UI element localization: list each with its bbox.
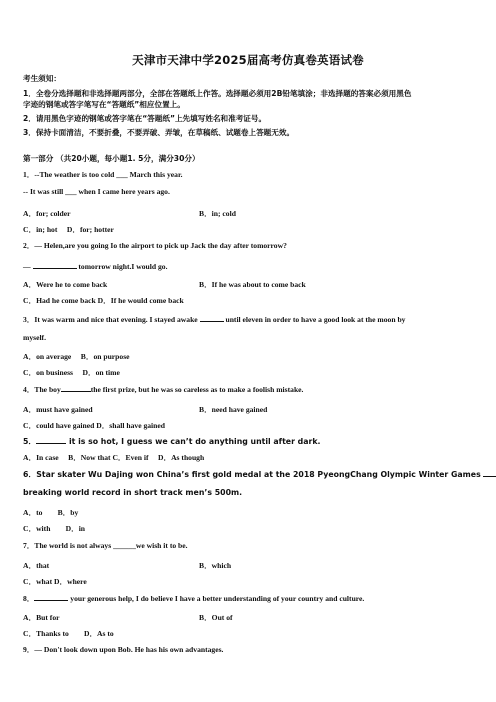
question-2 xyxy=(23,241,287,251)
answer-blank xyxy=(34,593,68,601)
q2-option-a: A．Were he to come back xyxy=(23,280,108,289)
question-number: 3． xyxy=(23,315,35,324)
question-7 xyxy=(23,541,188,551)
question-text: tomorrow night.I would go. xyxy=(78,262,168,271)
notice-title: 考生须知： xyxy=(23,74,61,83)
q4-options-cd: C．could have gained D．shall have gained xyxy=(23,421,165,430)
question-number: 7． xyxy=(23,541,35,550)
question-5 xyxy=(23,436,321,447)
notice-line-1: 1．全卷分选择题和非选择题两部分，全部在答题纸上作答。选择题必须用2B铅笔填涂；非选择题的答案必须用黑色 xyxy=(23,89,412,98)
answer-blank xyxy=(61,384,91,392)
question-3 xyxy=(23,314,405,325)
answer-blank xyxy=(33,261,77,269)
question-3-line-2: myself. xyxy=(23,333,46,342)
question-6 xyxy=(23,469,496,480)
question-number: 5． xyxy=(23,437,37,446)
question-9 xyxy=(23,645,223,655)
q2-option-b: B．If he was about to come back xyxy=(199,280,306,289)
question-number: 4． xyxy=(23,385,35,394)
notice-line-2: 字迹的钢笔或答字笔写在“答题纸”相应位置上。 xyxy=(23,100,185,109)
question-number: 9． xyxy=(23,645,35,654)
q5-options: A．In case B．Now that C．Even if D．As though xyxy=(23,453,205,462)
q4-option-a: A．must have gained xyxy=(23,405,93,414)
section-heading: 第一部分 （共20小题，每小题1. 5分，满分30分） xyxy=(23,154,200,163)
notice-line-3: 2．请用黑色字迹的钢笔或答字笔在“答题纸”上先填写姓名和准考证号。 xyxy=(23,114,267,123)
question-text: the first prize, but he was so careless as to make a foolish mistake. xyxy=(90,385,304,394)
question-text: The world is not always ______we wish it to be. xyxy=(34,541,188,550)
q1-option-a: A．for; colder xyxy=(23,209,71,218)
question-number: 2． xyxy=(23,241,35,250)
q3-options-cd: C．on business D．on time xyxy=(23,368,120,377)
q8-options-cd: C．Thanks to D．As to xyxy=(23,629,114,638)
answer-blank xyxy=(483,469,496,477)
q4-option-b: B．need have gained xyxy=(199,405,268,414)
question-4 xyxy=(23,384,303,395)
q1-option-b: B．in; cold xyxy=(199,209,236,218)
question-2-line-2 xyxy=(23,261,168,272)
question-8 xyxy=(23,593,364,604)
q7-option-a: A．that xyxy=(23,561,50,570)
q8-option-b: B．Out of xyxy=(199,613,233,622)
page-title: 天津市天津中学2025届高考仿真卷英语试卷 xyxy=(132,53,364,67)
question-1 xyxy=(23,170,183,180)
question-text: until eleven in order to have a good look at the moon by xyxy=(225,315,406,324)
question-number: 8． xyxy=(23,594,35,603)
q2-options-cd: C．Had he come back D．If he would come back xyxy=(23,296,184,305)
question-text: --The weather is too cold ___ March this year. xyxy=(34,170,183,179)
q8-option-a: A．But for xyxy=(23,613,60,622)
question-text: it is so hot, I guess we can’t do anything until after dark. xyxy=(68,437,321,446)
notice-line-4: 3．保持卡面清洁，不要折叠，不要弄破、弄皱，在草稿纸、试题卷上答题无效。 xyxy=(23,128,295,137)
q7-options-cd: C．what D．where xyxy=(23,577,87,586)
q6-options-ab: A．to B．by xyxy=(23,508,79,517)
question-text: your generous help, I do believe I have a better understanding of your country and culture. xyxy=(70,594,365,603)
question-number: 6． xyxy=(23,470,37,479)
question-6-line-2: breaking world record in short track men’s 500m. xyxy=(23,488,243,497)
q1-options-cd: C．in; hot D．for; hotter xyxy=(23,225,114,234)
q7-option-b: B．which xyxy=(199,561,232,570)
q3-options-ab: A．on average B．on purpose xyxy=(23,352,130,361)
dash: — xyxy=(23,262,31,271)
question-1-line-2: -- It was still ___ when I came here years ago. xyxy=(23,187,170,196)
question-text: — Don't look down upon Bob. He has his own advantages. xyxy=(34,645,224,654)
question-text: — Helen,are you going Io the airport to pick up Jack the day after tomorrow? xyxy=(34,241,287,250)
q6-options-cd: C．with D．in xyxy=(23,524,86,533)
question-text: Star skater Wu Dajing won China’s first gold medal at the 2018 PyeongChang Olympic Winter Games xyxy=(36,470,481,479)
answer-blank xyxy=(36,436,66,444)
question-text: It was warm and nice that evening. I stayed awake xyxy=(34,315,198,324)
answer-blank xyxy=(200,314,224,322)
question-text: The boy xyxy=(34,385,61,394)
question-number: 1． xyxy=(23,170,35,179)
